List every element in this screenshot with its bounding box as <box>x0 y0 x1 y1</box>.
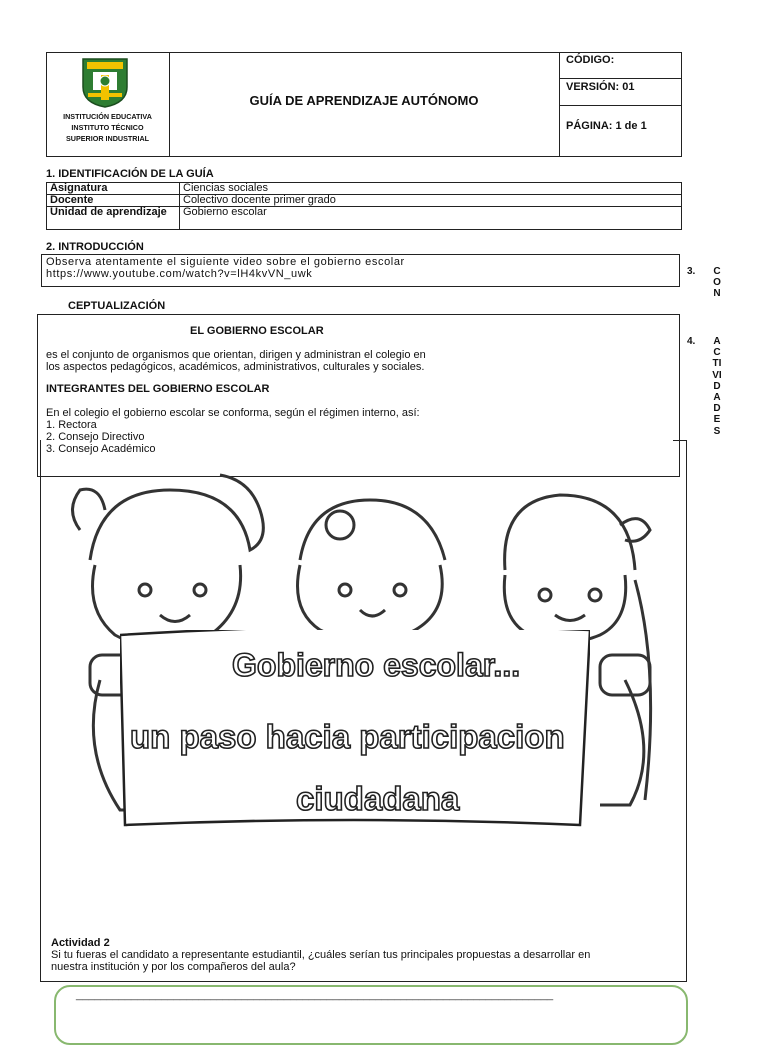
integrantes-heading: INTEGRANTES DEL GOBIERNO ESCOLAR <box>46 383 270 395</box>
integrantes-list: En el colegio el gobierno escolar se conforma, según el régimen interno, así: 1. Rectora 2. Consejo Directivo 3. Consejo Académico <box>46 407 420 455</box>
section2-heading: 2. INTRODUCCIÓN <box>46 241 144 253</box>
table-row <box>47 207 682 230</box>
banner <box>120 630 590 830</box>
banner-line2: un paso hacia participacion <box>130 718 565 755</box>
intro-box <box>41 254 680 287</box>
row-value: Ciencias sociales <box>180 183 682 195</box>
activity-section <box>51 937 681 973</box>
concept-paragraph: es el conjunto de organismos que orientan, dirigen y administran el colegio en los aspectos pedagógicos, académicos, administrativos, culturales y sociales. <box>46 349 426 373</box>
answer-box[interactable] <box>54 985 688 1045</box>
school-shield-icon <box>79 57 131 109</box>
table-row <box>47 195 682 207</box>
section3-vertical-text: C O N <box>713 266 721 300</box>
title-cell <box>169 52 560 157</box>
banner-line1: Gobierno escolar... <box>232 647 521 683</box>
guide-title: GUÍA DE APRENDIZAJE AUTÓNOMO <box>249 93 479 108</box>
answer-line[interactable]: ______________________________________________________________________________ <box>76 989 554 1001</box>
section3-number: 3. <box>687 266 696 277</box>
concept-title: EL GOBIERNO ESCOLAR <box>190 325 324 337</box>
banner-line3: ciudadana <box>296 780 460 817</box>
pagina-cell: PÁGINA: 1 de 1 <box>566 120 647 132</box>
video-link[interactable]: https://www.youtube.com/watch?v=lH4kvVN_uwk <box>46 268 313 280</box>
row-value: Colectivo docente primer grado <box>180 195 682 207</box>
activity-question: Si tu fueras el candidato a representante estudiantil, ¿cuáles serían tus principales propuestas a desarrollar en <box>51 949 591 961</box>
section4-vertical-text: A C TI VI D A D E S <box>712 336 722 437</box>
version-cell: VERSIÓN: 01 <box>559 79 682 106</box>
list-item: 2. Consejo Directivo <box>46 431 145 443</box>
intro-text: Observa atentamente el siguiente video sobre el gobierno escolar <box>46 256 405 268</box>
list-item: 3. Consejo Académico <box>46 443 156 455</box>
row-value: Gobierno escolar <box>180 207 682 230</box>
identification-table <box>46 182 682 230</box>
concept-heading: CEPTUALIZACIÓN <box>68 300 166 312</box>
frame-tick <box>673 440 687 441</box>
activity-title: Actividad 2 <box>51 937 110 949</box>
row-key: Asignatura <box>47 183 180 195</box>
institution-name: INSTITUCIÓN EDUCATIVA INSTITUTO TÉCNICO SUPERIOR INDUSTRIAL <box>63 112 152 143</box>
table-row <box>47 183 682 195</box>
row-key: Docente <box>47 195 180 207</box>
codigo-cell: CÓDIGO: <box>559 52 682 79</box>
row-key: Unidad de aprendizaje <box>47 207 180 230</box>
list-item: 1. Rectora <box>46 419 97 431</box>
activity-question-continued: nuestra institución y por los compañeros del aula? <box>51 961 296 973</box>
section1-heading: 1. IDENTIFICACIÓN DE LA GUÍA <box>46 168 214 180</box>
section4-number: 4. <box>687 336 696 347</box>
